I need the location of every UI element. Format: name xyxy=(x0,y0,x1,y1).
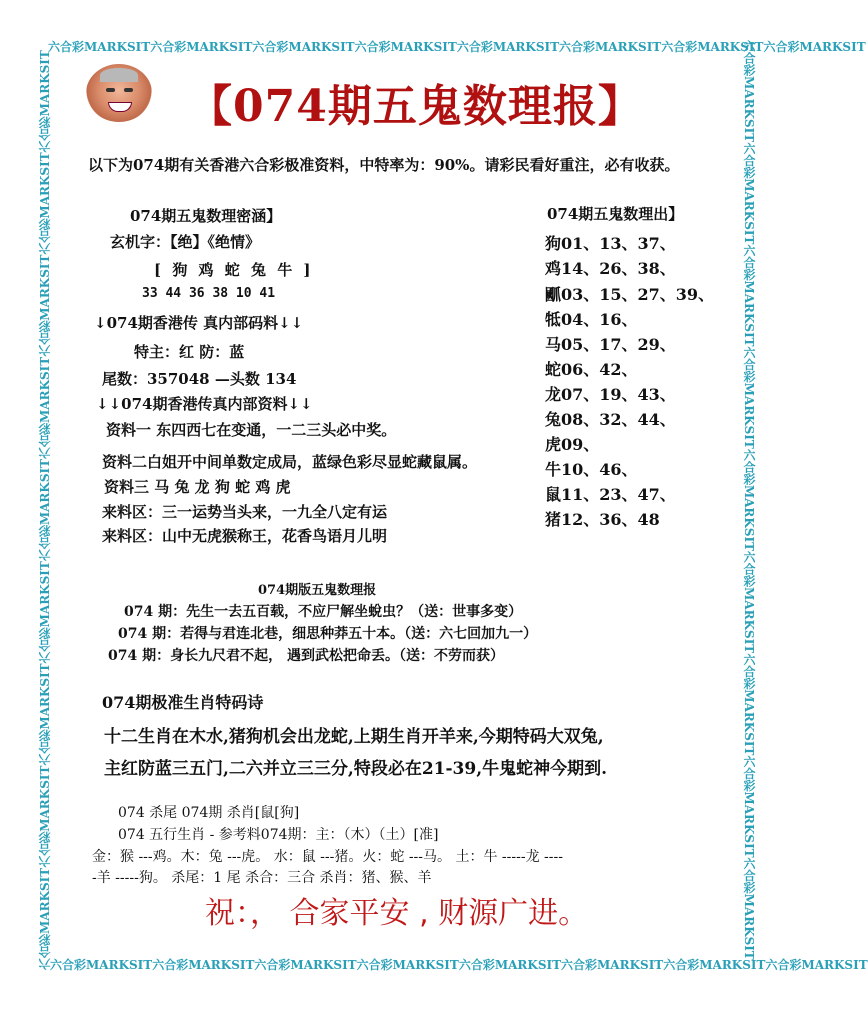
zodiac-number-row: 爴03、15、27、39、 xyxy=(545,285,715,304)
avatar-hair xyxy=(100,68,138,82)
laiyuan-2: 来料区：山中无虎猴称王，花香鸟语月儿明 xyxy=(102,527,388,545)
tezhu-text: 特主：红 防：蓝 xyxy=(134,343,245,361)
avatar xyxy=(86,64,152,122)
intro-text: 以下为074期有关香港六合彩极准资料，中特率为：90%。请彩民看好重注，必有收获。 xyxy=(88,156,680,174)
poem-line-2: 主红防蓝三五门,二六并立三三分,特段必在21-39,牛鬼蛇神今期到. xyxy=(104,759,608,779)
right-heading: 074期五鬼数理出】 xyxy=(547,205,684,223)
zodiac-number-row: 鸡14、26、38、 xyxy=(545,259,676,278)
ziliao-3: 资料三 马 兔 龙 狗 蛇 鸡 虎 xyxy=(104,478,291,496)
border-left-watermark: 六合彩MARKSIT六合彩MARKSIT六合彩MARKSIT六合彩MARKSIT六合彩MARKSIT六合彩MARKSIT六合彩MARKSIT六合彩MARKSIT六合彩MARKSIT xyxy=(38,50,52,970)
poem-line-1: 十二生肖在木水,猪狗机会出龙蛇,上期生肖开羊来,今期特码大双兔, xyxy=(104,727,604,747)
zodiac-number-row: 龙07、19、43、 xyxy=(545,385,676,404)
avatar-left-eye xyxy=(106,88,115,92)
ziliao-1: 资料一 东四西七在变通，一二三头必中奖。 xyxy=(106,421,397,439)
hk-source-1: ↓074期香港传 真内部码料↓↓ xyxy=(94,314,304,332)
border-right-watermark: 六合彩MARKSIT六合彩MARKSIT六合彩MARKSIT六合彩MARKSIT六合彩MARKSIT六合彩MARKSIT六合彩MARKSIT六合彩MARKSIT六合彩MARKSIT xyxy=(742,40,756,960)
zodiac-number-row: 马05、17、29、 xyxy=(545,335,676,354)
weishu-text: 尾数：357048 —头数 134 xyxy=(102,370,297,388)
zodiac-number-row: 猪12、36、48 xyxy=(545,510,660,529)
hk-source-2: ↓↓074期香港传真内部资料↓↓ xyxy=(96,395,313,413)
middle-line-1: 074 期：先生一去五百载，不应尸解坐蛻虫？（送：世事多变） xyxy=(124,604,523,620)
zodiac-number-row: 牴04、16、 xyxy=(545,310,638,329)
zodiac-list: [ 狗 鸡 蛇 兔 牛 ] xyxy=(154,261,314,279)
zodiac-number-row: 鼠11、23、47、 xyxy=(545,485,676,504)
zodiac-number-row: 牛10、46、 xyxy=(545,460,638,479)
zodiac-number-row: 蛇06、42、 xyxy=(545,360,638,379)
middle-heading: 074期版五鬼数理报 xyxy=(258,583,377,598)
zodiac-number-row: 虎09、 xyxy=(545,435,600,454)
poem-heading: 074期极准生肖特码诗 xyxy=(102,693,264,712)
left-heading: 074期五鬼数理密涵】 xyxy=(130,207,282,225)
xuanji-text: 玄机字：【绝】《绝情》 xyxy=(110,233,261,251)
number-list: 33 44 36 38 10 41 xyxy=(142,286,276,301)
middle-line-3: 074 期：身长九尺君不起， 遇到武松把命丢。（送：不劳而获） xyxy=(108,648,504,664)
avatar-right-eye xyxy=(124,88,133,92)
middle-line-2: 074 期：若得与君连北巷，细思种莽五十本。（送：六七回加九一） xyxy=(118,626,538,642)
blessing-text: 祝：， 合家平安 , 财源广进。 xyxy=(205,896,589,931)
border-bottom-watermark: 六合彩MARKSIT六合彩MARKSIT六合彩MARKSIT六合彩MARKSIT六合彩MARKSIT六合彩MARKSIT六合彩MARKSIT六合彩MARKSIT xyxy=(50,958,868,972)
sha-line: 074 杀尾 074期 杀肖[鼠[狗] xyxy=(118,805,300,821)
zodiac-number-row: 狗01、13、37、 xyxy=(545,234,676,253)
avatar-mouth xyxy=(108,102,132,112)
border-top-watermark: 六合彩MARKSIT六合彩MARKSIT六合彩MARKSIT六合彩MARKSIT六合彩MARKSIT六合彩MARKSIT六合彩MARKSIT六合彩MARKSIT xyxy=(48,40,866,54)
wuxing-detail-1: 金：猴 ---鸡。木：兔 ---虎。 水：鼠 ---猪。火：蛇 ---马。 土：牛 -----龙 ---- xyxy=(92,849,563,865)
wuxing-detail-2: -羊 -----狗。 杀尾：1 尾 杀合：三合 杀肖：猪、猴、羊 xyxy=(92,870,432,886)
wuxing-line: 074 五行生肖 - 参考料074期：主：（木）（土）[准] xyxy=(118,827,439,843)
laiyuan-1: 来料区：三一运势当头来，一九全八定有运 xyxy=(102,503,388,521)
zodiac-number-row: 兔08、32、44、 xyxy=(545,410,676,429)
ziliao-2: 资料二白姐开中间单数定成局，蓝绿色彩尽显蛇藏鼠属。 xyxy=(102,453,478,471)
page-title: 【074期五鬼数理报】 xyxy=(188,81,643,132)
